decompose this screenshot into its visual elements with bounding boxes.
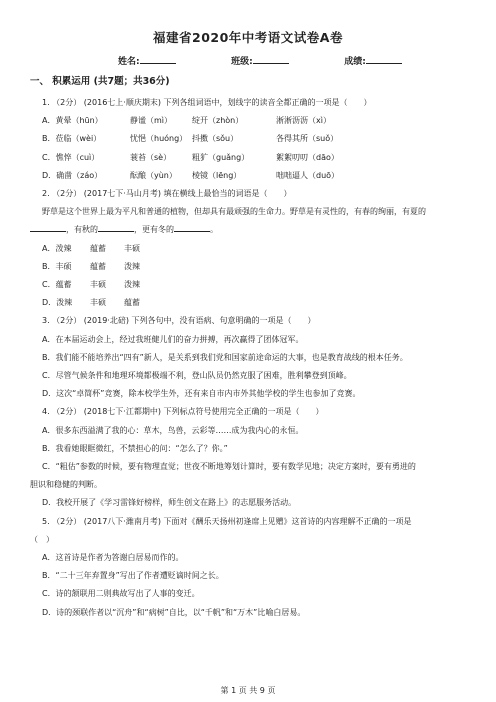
q1-option-d: D．确凿（záo） 酝酿（yùn） 棱镜（lēng） 咄咄逼人（duō） — [42, 170, 340, 180]
q5-option-d: D．诗的颈联作者以“沉舟”和“病树”自比，以“千帆”和“万木”比喻白居易。 — [42, 607, 306, 617]
page-title: 福建省2020年中考语文试卷A卷 — [153, 30, 343, 45]
blank-3[interactable] — [174, 221, 210, 232]
score-label: 成绩: — [344, 57, 366, 67]
q4-option-a: A．很多东西溢满了我的心：草木，鸟兽，云彩等……成为我内心的永恒。 — [42, 425, 304, 435]
student-info-row — [118, 54, 448, 67]
q5-option-c: C．诗的颔联用二则典故写出了人事的变迁。 — [42, 589, 200, 599]
question-1: 1. （2分） (2016七上·顺庆期末) 下列各组词语中，划线字的读音全都正确的一项是（ ） — [42, 98, 372, 107]
q4-option-d: D．我校开展了《学习雷锋好榜样，师生创文在路上》的志愿服务活动。 — [42, 498, 297, 508]
q2-option-b: B．丰硕 蕴蓄 泼辣 — [42, 261, 140, 271]
q3-option-c: C．尽管气候条件和地理环境都极端不利，登山队员仍然克服了困难，胜利攀登到顶峰。 — [42, 371, 352, 381]
question-5: 5. （2分） (2017八下·潍南月考) 下面对《酬乐天扬州初逢席上见赠》这首诗的内容理解不正确的一项是 — [42, 516, 412, 526]
q2-passage-line2: ，有秋的 ，更有冬的 。 — [30, 221, 470, 239]
q2-option-c: C．蕴蓄 丰硕 泼辣 — [42, 280, 140, 290]
page-footer: 第 1 页 共 9 页 — [220, 686, 276, 695]
question-2: 2. （2分） (2017七下·马山月考) 填在横线上最恰当的词语是（ ） — [42, 189, 292, 199]
q3-option-b: B．我们能不能培养出“四有”新人，是关系到我们党和国家前途命运的大事，也是教育战线的根本任务。 — [42, 352, 408, 362]
q2-option-a: A．泼辣 蕴蓄 丰硕 — [42, 243, 140, 253]
question-5-continued: （ ） — [30, 534, 54, 544]
q1-option-c: C．憔悴（cuì） 蓑苔（sè） 粗犷（guǎng） 絮絮叨叨（dāo） — [42, 152, 339, 162]
blank-1[interactable] — [30, 221, 66, 232]
question-4: 4. （2分） (2018七下·江都期中) 下列标点符号使用完全正确的一项是（ ） — [42, 407, 324, 417]
q4-option-c-continued: 胆识和稳健的判断。 — [30, 480, 102, 490]
q4-option-b: B．我看她眼眶微红，不禁担心的问：“怎么了？你。” — [42, 443, 228, 453]
q1-option-a: A．黄晕（hūn） 静谧（mì） 绽开（zhòn） 淅淅沥沥（xì） — [42, 116, 331, 126]
score-blank[interactable] — [366, 54, 402, 64]
q5-option-b: B．“二十三年弃置身”写出了作者遭贬谪时间之长。 — [42, 571, 224, 581]
q2-passage: 野草是这个世界上最为平凡和普通的植物，但却具有最顽强的生命力。野草是有灵性的，有春的绚丽，有夏的 — [42, 207, 426, 217]
q5-option-a: A．这首诗是作者为答谢白居易而作的。 — [42, 553, 184, 563]
name-label: 姓名: — [118, 57, 140, 67]
question-3: 3. （2分） (2019·北碚) 下列各句中，没有语病、句意明确的一项是（ ） — [42, 316, 316, 326]
class-label: 班级: — [231, 57, 253, 67]
questions — [30, 94, 470, 622]
section-heading: 一、 积累运用 (共7题；共36分) — [30, 76, 170, 87]
q3-option-d: D．这次“卓简杯”竞赛，除本校学生外，还有来自市内市外其他学校的学生也参加了竞赛。 — [42, 389, 361, 399]
name-blank[interactable] — [140, 54, 176, 64]
q3-option-a: A．在本届运动会上，经过我班健儿们的奋力拼搏，再次赢得了团体冠军。 — [42, 334, 304, 344]
q4-option-c: C．“粗估”参数的时候，要有物理直觉；世夜不断地筹划计算时，要有数学见地；决定方案时，要有勇进的 — [42, 462, 416, 472]
class-blank[interactable] — [253, 54, 289, 64]
blank-2[interactable] — [98, 221, 134, 232]
q2-option-d: D．泼辣 丰硕 蕴蓄 — [42, 298, 140, 308]
q1-option-b: B．莅临（wèi） 忧悒（huóng） 抖擞（sǒu） 各得其所（suǒ） — [42, 134, 339, 144]
